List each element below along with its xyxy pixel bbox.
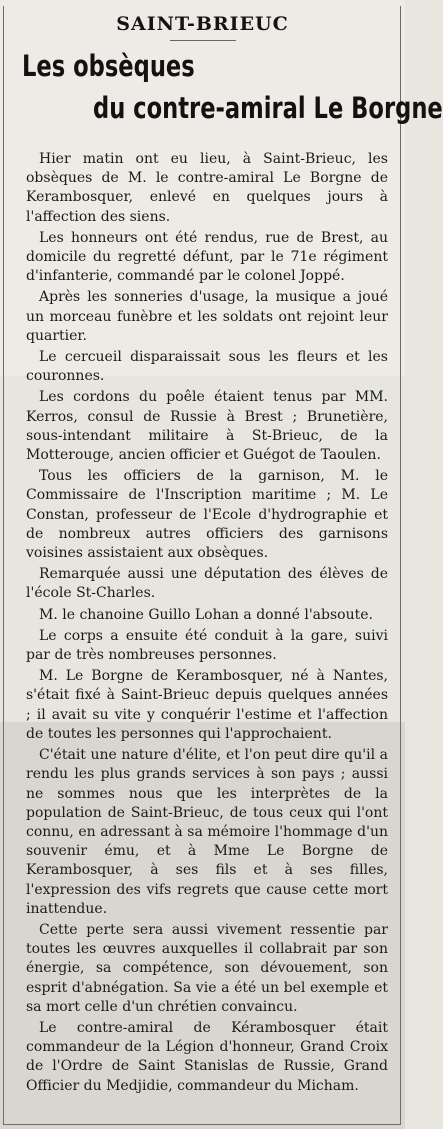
headline-line-1: Les obsèques: [22, 49, 195, 83]
paragraph: Après les sonneries d'usage, la musique a joué un morceau funèbre et les soldats ont rejoint leur quartier.: [26, 289, 388, 344]
column-border-right: [400, 6, 401, 1124]
paragraph: Cette perte sera aussi vivement ressentie par toutes les œuvres auxquelles il collabrait par son énergie, sa compétence, son dévouement, son esprit d'abnégation. Sa vie a été un bel exemple et sa mort celle d'un chrétien convaincu.: [26, 921, 388, 1015]
paragraph: M. Le Borgne de Kerambosquer, né à Nantes, s'était fixé à Saint-Brieuc depuis quelques années ; il avait su vite y conquérir l'estime et l'affection de toutes les personnes qui l'approchaient.: [26, 668, 388, 742]
paragraph: Hier matin ont eu lieu, à Saint-Brieuc, les obsèques de M. le contre-amiral Le Borgne de Kerambosquer, enlevé en quelques jours à l'affection des siens.: [26, 151, 388, 225]
paragraph: Les honneurs ont été rendus, rue de Brest, au domicile du regretté défunt, par le 71e régiment d'infanterie, commandé par le colonel Joppé.: [26, 229, 388, 285]
column-border-bottom: [3, 1124, 401, 1125]
paragraph: Les cordons du poêle étaient tenus par MM. Kerros, consul de Russie à Brest ; Brunetière, sous-intendant militaire à St-Brieuc, de la Motterouge, ancien officier et Guégot de Taoulen.: [26, 389, 388, 464]
paragraph: M. le chanoine Guillo Lohan a donné l'absoute.: [39, 606, 373, 623]
paragraph: Le cercueil disparaissait sous les fleurs et les couronnes.: [26, 349, 388, 385]
section-rule: [170, 40, 236, 41]
section-title: SAINT-BRIEUC: [116, 13, 289, 35]
paragraph: Le contre-amiral de Kérambosquer était commandeur de la Légion d'honneur, Grand Croix de l'Ordre de Saint Stanislas de Russie, Grand Officier du Medjidie, commandeur du Micham.: [26, 1019, 388, 1094]
headline-line-2: du contre-amiral Le Borgne: [93, 91, 443, 125]
paragraph: Remarquée aussi une députation des élèves de l'école St-Charles.: [26, 566, 388, 602]
paragraph: Tous les officiers de la garnison, M. le Commissaire de l'Inscription maritime ; M. Le Constan, professeur de l'Ecole d'hydrographie et de nombreux autres officiers des garnisons voisines assistaient aux obsèques.: [26, 468, 388, 562]
article-body: [26, 150, 388, 1098]
paragraph: C'était une nature d'élite, et l'on peut dire qu'il a rendu les plus grands services à son pays ; aussi ne sommes nous que les interprètes de la population de Saint-Brieuc, de tous ceux qui l'ont connu, en adressant à sa mémoire l'hommage d'un souvenir ému, et à Mme Le Borgne de Kerambosquer, à ses fils et à ses filles, l'expression des vifs regrets que cause cette mort inattendue.: [26, 747, 388, 917]
paragraph: Le corps a ensuite été conduit à la gare, suivi par de très nombreuses personnes.: [26, 627, 388, 664]
column-border-left: [3, 6, 4, 1124]
